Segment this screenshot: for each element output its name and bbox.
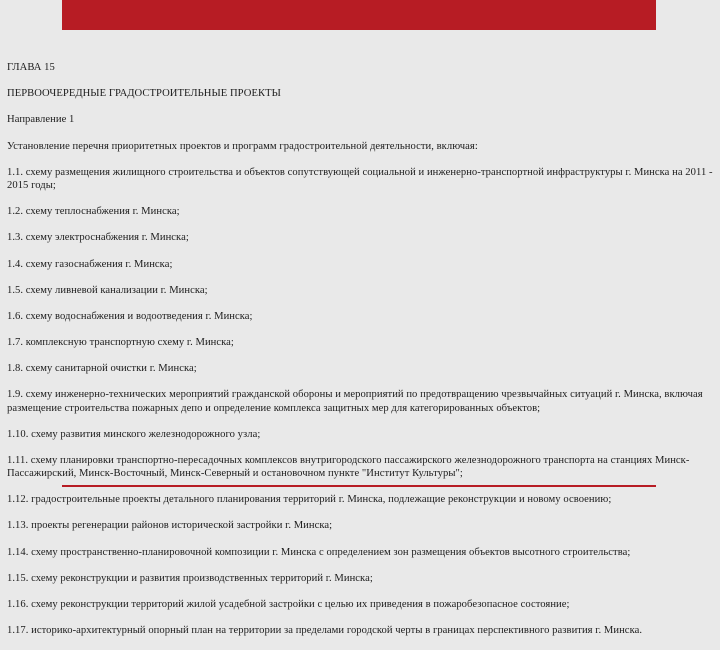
list-item: 1.12. градостроительные проекты детального планирования территорий г. Минска, подлежащие реконструкции и новому освоению;	[7, 494, 612, 506]
direction-heading: Направление 1	[7, 114, 75, 126]
list-item: 1.11. схему планировки транспортно-пересадочных комплексов внутригородского пассажирского железнодорожного транспорта на станциях Минск-Пассажирский, Минск-Восточный, Минск-Северный и остановочном пункте "Институт Культуры";	[7, 454, 690, 479]
list-item: 1.14. схему пространственно-планировочной композиции г. Минска с определением зон размещения объектов высотного строительства;	[7, 546, 631, 558]
footer-accent-rule	[62, 485, 656, 487]
list-item: 1.15. схему реконструкции и развития производственных территорий г. Минска;	[7, 572, 373, 584]
intro-text: Установление перечня приоритетных проектов и программ градостроительной деятельности, включая:	[7, 140, 478, 152]
page-title: ПЕРВООЧЕРЕДНЫЕ ГРАДОСТРОИТЕЛЬНЫЕ ПРОЕКТЫ	[7, 88, 281, 100]
list-item: 1.2. схему теплоснабжения г. Минска;	[7, 206, 180, 218]
list-item: 1.6. схему водоснабжения и водоотведения г. Минска;	[7, 310, 253, 322]
list-item: 1.4. схему газоснабжения г. Минска;	[7, 258, 173, 270]
list-item: 1.10. схему развития минского железнодорожного узла;	[7, 428, 261, 440]
document-text	[7, 48, 713, 650]
list-item: 1.13. проекты регенерации районов исторической застройки г. Минска;	[7, 520, 333, 532]
chapter-heading: ГЛАВА 15	[7, 62, 55, 74]
list-item: 1.9. схему инженерно-технических мероприятий гражданской обороны и мероприятий по предотвращению чрезвычайных ситуаций г. Минска, включая размещение строительства пожарных депо и определение комплекса защитных мер для категорированных объектов;	[7, 389, 703, 414]
header-accent-bar	[62, 0, 656, 30]
list-item: 1.1. схему размещения жилищного строительства и объектов сопутствующей социальной и инженерно-транспортной инфраструктуры г. Минска на 2011 - 2015 годы;	[7, 166, 713, 191]
list-item: 1.17. историко-архитектурный опорный план на территории за пределами городской черты в границах перспективного развития г. Минска.	[7, 625, 643, 637]
list-item: 1.3. схему электроснабжения г. Минска;	[7, 232, 189, 244]
list-item: 1.5. схему ливневой канализации г. Минска;	[7, 284, 208, 296]
list-item: 1.7. комплексную транспортную схему г. Минска;	[7, 337, 234, 349]
list-item: 1.16. схему реконструкции территорий жилой усадебной застройки с целью их приведения в пожаробезопасное состояние;	[7, 598, 570, 610]
list-item: 1.8. схему санитарной очистки г. Минска;	[7, 363, 197, 375]
